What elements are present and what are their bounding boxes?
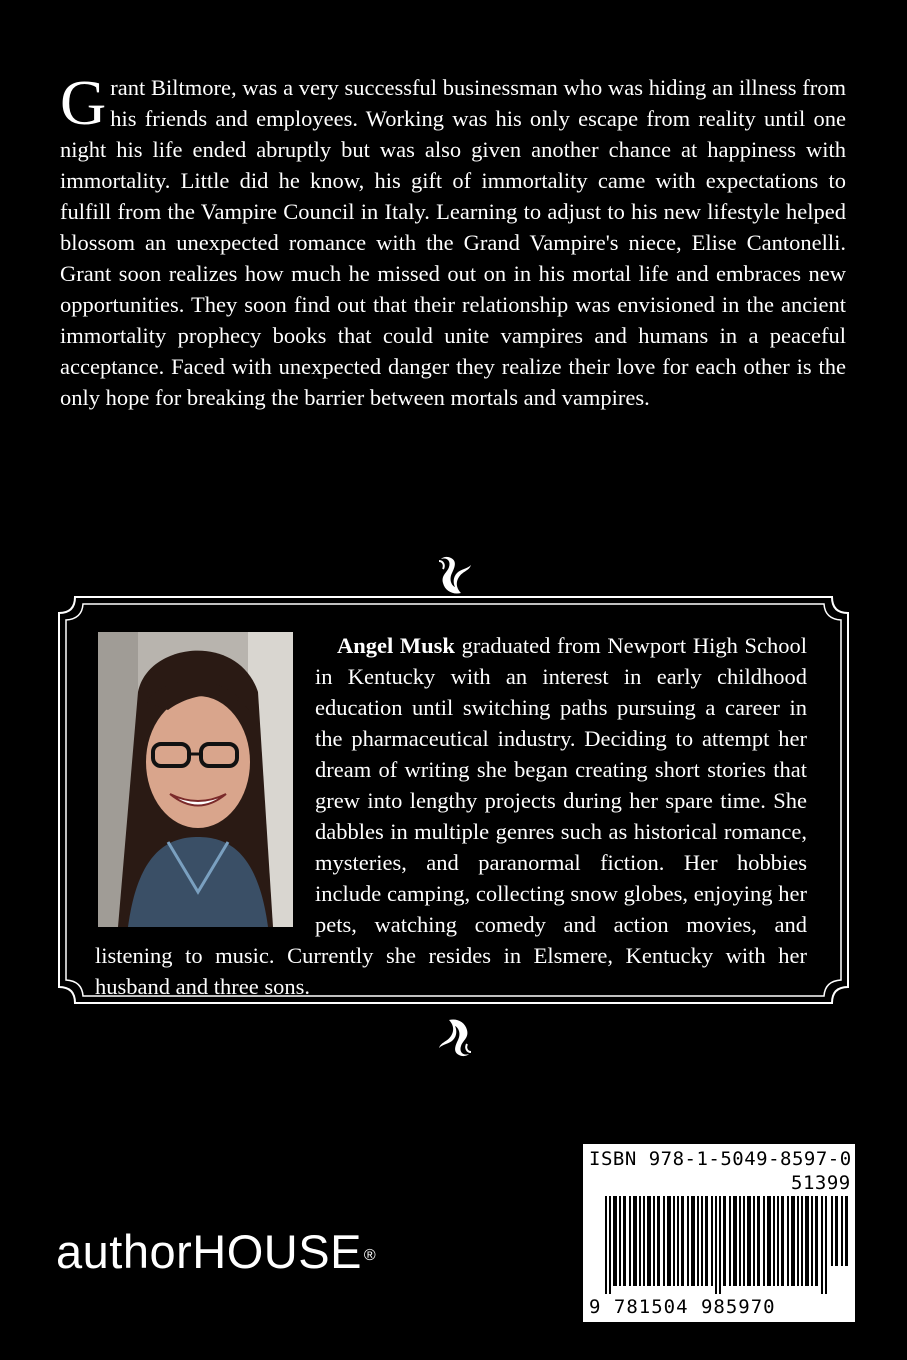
bio-text: graduated from Newport High School in Kentucky with an interest in early childhood education until switching paths pursuing a career in the pharmaceutical industry. Deciding to attempt her dream of writing she began creating short stories that grew into lengthy projects during her spare time. She dabbles in multiple genres such as historical romance, mysteries, and paranormal fiction. Her hobbies include camping, collecting snow globes, enjoying her pets, watching comedy and action movies, and listening to music. Currently she resides in Elsmere, Kentucky with her husband and three sons. [95,633,807,999]
author-name: Angel Musk [337,633,455,658]
ean-digits: 9 781504 985970 [589,1296,776,1318]
isbn-barcode [583,1144,855,1322]
author-bio [95,630,807,1002]
blurb-text: rant Biltmore, was a very successful businessman who was hiding an illness from his friends and employees. Working was his only escape from reality until one night his life ended abruptly but was also given another chance at happiness with immortality. Little did he know, his gift of immortality came with expectations to fulfill from the Vampire Council in Italy. Learning to adjust to his new lifestyle helped blossom an unexpected romance with the Grand Vampire's niece, Elise Cantonelli. Grant soon realizes how much he missed out on in his mortal life and embraces new opportunities. They soon find out that their relationship was envisioned in the ancient immortality prophecy books that could unite vampires and humans in a peaceful acceptance. Faced with unexpected danger they realize their love for each other is the only hope for breaking the barrier between mortals and vampires. [60,75,846,410]
book-blurb [60,67,846,413]
publisher-name-upper: HOUSE [192,1225,362,1278]
price-code: 51399 [791,1172,851,1194]
barcode-bars [605,1196,850,1294]
drop-cap: G [60,67,107,138]
registered-mark: ® [363,1247,377,1264]
isbn-label: ISBN 978-1-5049-8597-0 [589,1148,852,1170]
publisher-name-lower: author [56,1225,193,1278]
publisher-logo [56,1222,376,1282]
bottom-flourish-icon [435,1012,475,1058]
author-portrait-image [98,632,293,927]
author-photo [98,632,293,927]
